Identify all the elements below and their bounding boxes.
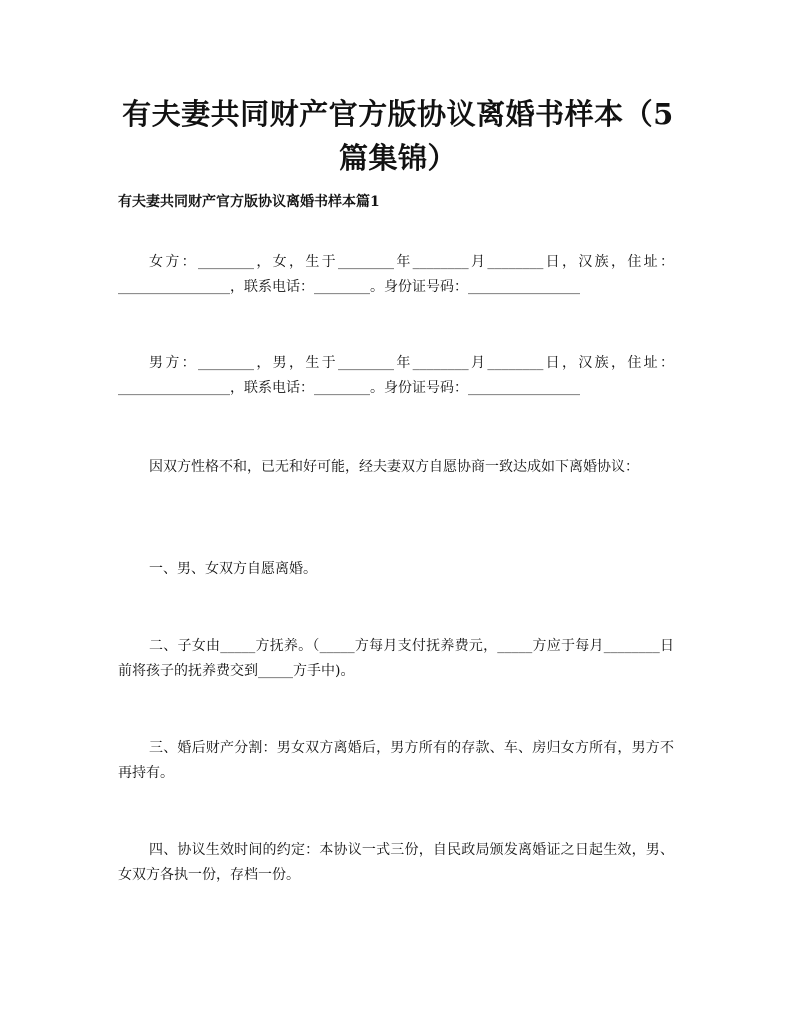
- paragraph-clause-1: 一、男、女双方自愿离婚。: [149, 561, 317, 577]
- document-title: 有夫妻共同财产官方版协议离婚书样本（5篇集锦）: [122, 97, 674, 175]
- section-heading: 有夫妻共同财产官方版协议离婚书样本篇1: [118, 194, 380, 210]
- paragraph-agreement-intro: 因双方性格不和，已无和好可能，经夫妻双方自愿协商一致达成如下离婚协议：: [149, 459, 639, 475]
- paragraph-clause-4: 四、协议生效时间的约定：本协议一式三份，自民政局颁发离婚证之日起生效，男、女双方各执一份，存档一份。: [118, 842, 674, 883]
- paragraph-female-party: 女方：________，女，生于________年________月________日，汉族，住址：________________，联系电话：________。身份证号码：________________: [118, 254, 674, 295]
- paragraph-male-party: 男方：________，男，生于________年________月________日，汉族，住址：________________，联系电话：________。身份证号码：________________: [118, 355, 674, 396]
- paragraph-clause-2: 二、子女由_____方抚养。（_____方每月支付抚养费元，_____方应于每月________日前将孩子的抚养费交到_____方手中)。: [118, 638, 674, 679]
- paragraph-clause-3: 三、婚后财产分割：男女双方离婚后，男方所有的存款、车、房归女方所有，男方不再持有。: [118, 740, 674, 781]
